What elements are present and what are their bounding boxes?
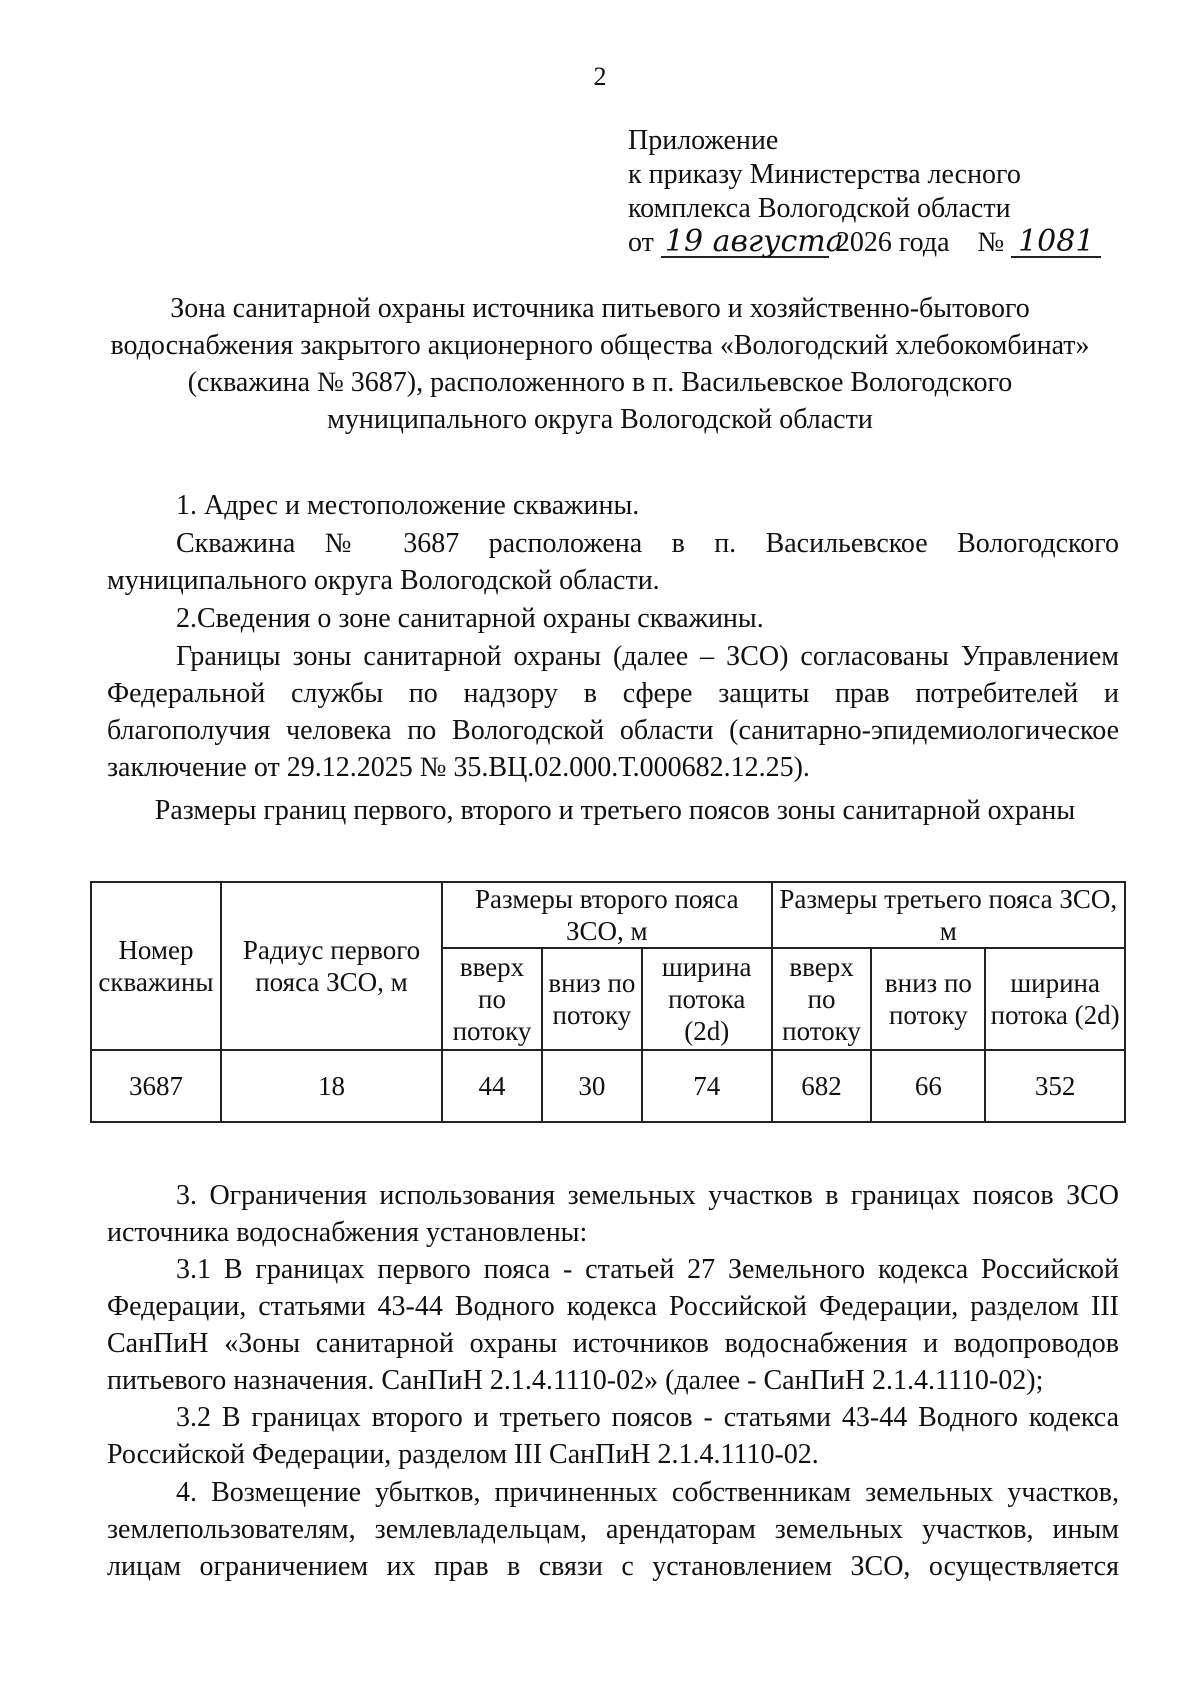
cell-third-down: 66	[871, 1050, 985, 1122]
subheader-width: ширина потока (2d)	[985, 948, 1125, 1050]
subheader-up: вверх по потоку	[442, 948, 542, 1050]
handwritten-date: 19 августа	[661, 228, 829, 258]
cell-radius: 18	[221, 1050, 442, 1122]
zso-table	[90, 881, 1126, 1123]
section-2-text: Границы зоны санитарной охраны (далее – ЗСО) согласованы Управлением Федеральной службы по надзору в сфере защиты прав потребителей и благополучия человека по Вологодской области (санитарно-эпидемиологическое заключение от 29.12.2025 № 35.ВЦ.02.000.Т.000682.12.25).	[107, 641, 1119, 783]
from-label: от	[628, 227, 654, 258]
title-line: (скважина № 3687), расположенного в п. Васильевское Вологодского	[187, 367, 1013, 398]
title-line: муниципального округа Вологодской области	[327, 404, 873, 435]
section-4-text: 4. Возмещение убытков, причиненных собственникам земельных участков, землепользователям, землевладельцам, арендаторам земельных участков, иным лицам ограничением их прав в связи с установлением ЗСО, осуществляется	[107, 1477, 1119, 1582]
section-1-heading: 1. Адрес и местоположение скважины.	[176, 490, 640, 521]
header-second-zone: Размеры второго пояса ЗСО, м	[442, 882, 772, 948]
title-line: водоснабжения закрытого акционерного общества «Вологодский хлебокомбинат»	[110, 330, 1090, 361]
header-radius: Радиус первого пояса ЗСО, м	[221, 882, 442, 1050]
annex-line: Приложение	[628, 125, 779, 156]
table-row	[91, 1050, 1125, 1122]
cell-second-width: 74	[642, 1050, 772, 1122]
title-line: Зона санитарной охраны источника питьевого и хозяйственно-бытового	[170, 293, 1030, 324]
subheader-down: вниз по потоку	[871, 948, 985, 1050]
cell-third-up: 682	[772, 1050, 872, 1122]
table-header-row	[91, 882, 1125, 948]
section-3-heading: 3. Ограничения использования земельных участков в границах поясов ЗСО источника водоснабжения установлены:	[107, 1180, 1119, 1248]
subheader-up: вверх по потоку	[772, 948, 872, 1050]
subheader-down: вниз по потоку	[542, 948, 642, 1050]
annex-line: комплекса Вологодской области	[628, 193, 1011, 224]
section-1-text: Скважина № 3687 расположена в п. Васильевское Вологодского муниципального округа Вологодской области.	[107, 528, 1119, 596]
page-number: 2	[593, 62, 607, 91]
table-caption: Размеры границ первого, второго и третьего поясов зоны санитарной охраны	[154, 795, 1076, 826]
handwritten-number: 1081	[1011, 228, 1101, 258]
annex-block	[628, 124, 1101, 260]
header-third-zone: Размеры третьего пояса ЗСО, м	[772, 882, 1125, 948]
document-title	[100, 290, 1100, 438]
cell-second-down: 30	[542, 1050, 642, 1122]
annex-date-line	[628, 226, 1101, 260]
section-3-2-text: 3.2 В границах второго и третьего поясов - статьями 43-44 Водного кодекса Российской Федерации, разделом III СанПиН 2.1.4.1110-02.	[107, 1402, 1119, 1470]
section-3-1-text: 3.1 В границах первого пояса - статьей 27 Земельного кодекса Российской Федерации, статьями 43-44 Водного кодекса Российской Федерации, разделом III СанПиН «Зоны санитарной охраны источников водоснабжения и водопроводов питьевого назначения. СанПиН 2.1.4.1110-02» (далее - СанПиН 2.1.4.1110-02);	[107, 1254, 1119, 1396]
annex-line: к приказу Министерства лесного	[628, 159, 1021, 190]
cell-second-up: 44	[442, 1050, 542, 1122]
cell-well-number: 3687	[91, 1050, 221, 1122]
number-label: №	[977, 227, 1005, 258]
year-text: 2026 года	[835, 227, 950, 258]
header-well-number: Номер скважины	[91, 882, 221, 1050]
section-2-heading: 2.Сведения о зоне санитарной охраны скважины.	[176, 603, 764, 634]
subheader-width: ширина потока (2d)	[642, 948, 772, 1050]
cell-third-width: 352	[985, 1050, 1125, 1122]
